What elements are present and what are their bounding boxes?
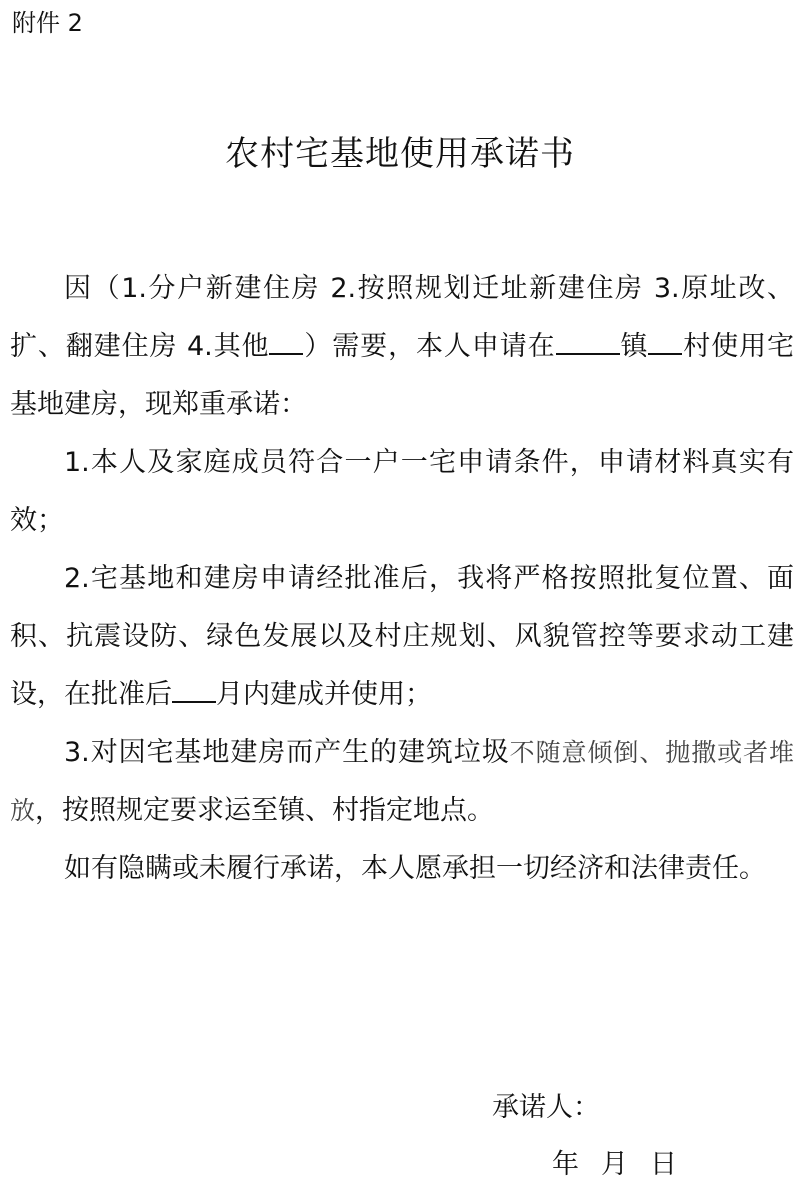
closing-paragraph: 如有隐瞒或未履行承诺，本人愿承担一切经济和法律责任。 — [64, 853, 766, 884]
village-blank — [648, 323, 682, 355]
intro-text-4: 村使用宅基地建房，现郑重承诺： — [10, 331, 795, 420]
clause-1: 1.本人及家庭成员符合一户一宅申请条件，申请材料真实有效； — [10, 447, 794, 536]
intro-paragraph — [10, 260, 794, 434]
clause-3-text-2: 不随意倾倒、抛撒或者堆放 — [10, 738, 794, 825]
other-blank — [269, 323, 303, 355]
date-line — [552, 1145, 699, 1185]
intro-text-2: ）需要，本人申请在 — [303, 331, 556, 362]
clause-2-text-2: 月内建成并使用； — [216, 679, 432, 710]
clause-3-text-3: ，按照规定要求运至镇、村指定地点。 — [35, 795, 495, 826]
intro-text-3: 镇 — [619, 331, 649, 362]
document-title: 农村宅基地使用承诺书 — [225, 134, 575, 174]
clause-2-text-1: 2.宅基地和建房申请经批准后，我将严格按照批复位置、面积、抗震设防、绿色发展以及村庄规划、风貌管控等要求动工建设，在批准后 — [10, 563, 794, 710]
clause-3 — [10, 724, 794, 840]
date-year: 年 — [552, 1149, 579, 1180]
document-body — [10, 260, 794, 898]
clause-2 — [10, 550, 794, 724]
town-blank — [556, 323, 620, 355]
date-day: 日 — [650, 1149, 677, 1180]
attachment-label: 附件 2 — [12, 9, 83, 37]
signature-label: 承诺人： — [492, 1092, 600, 1123]
months-blank — [172, 671, 216, 703]
intro-text-1: 因（1.分户新建住房 2.按照规划迁址新建住房 3.原址改、扩、翻建住房 4.其他 — [10, 273, 794, 362]
date-month: 月 — [601, 1149, 628, 1180]
clause-3-text-1: 3.对因宅基地建房而产生的建筑垃圾 — [64, 737, 510, 768]
